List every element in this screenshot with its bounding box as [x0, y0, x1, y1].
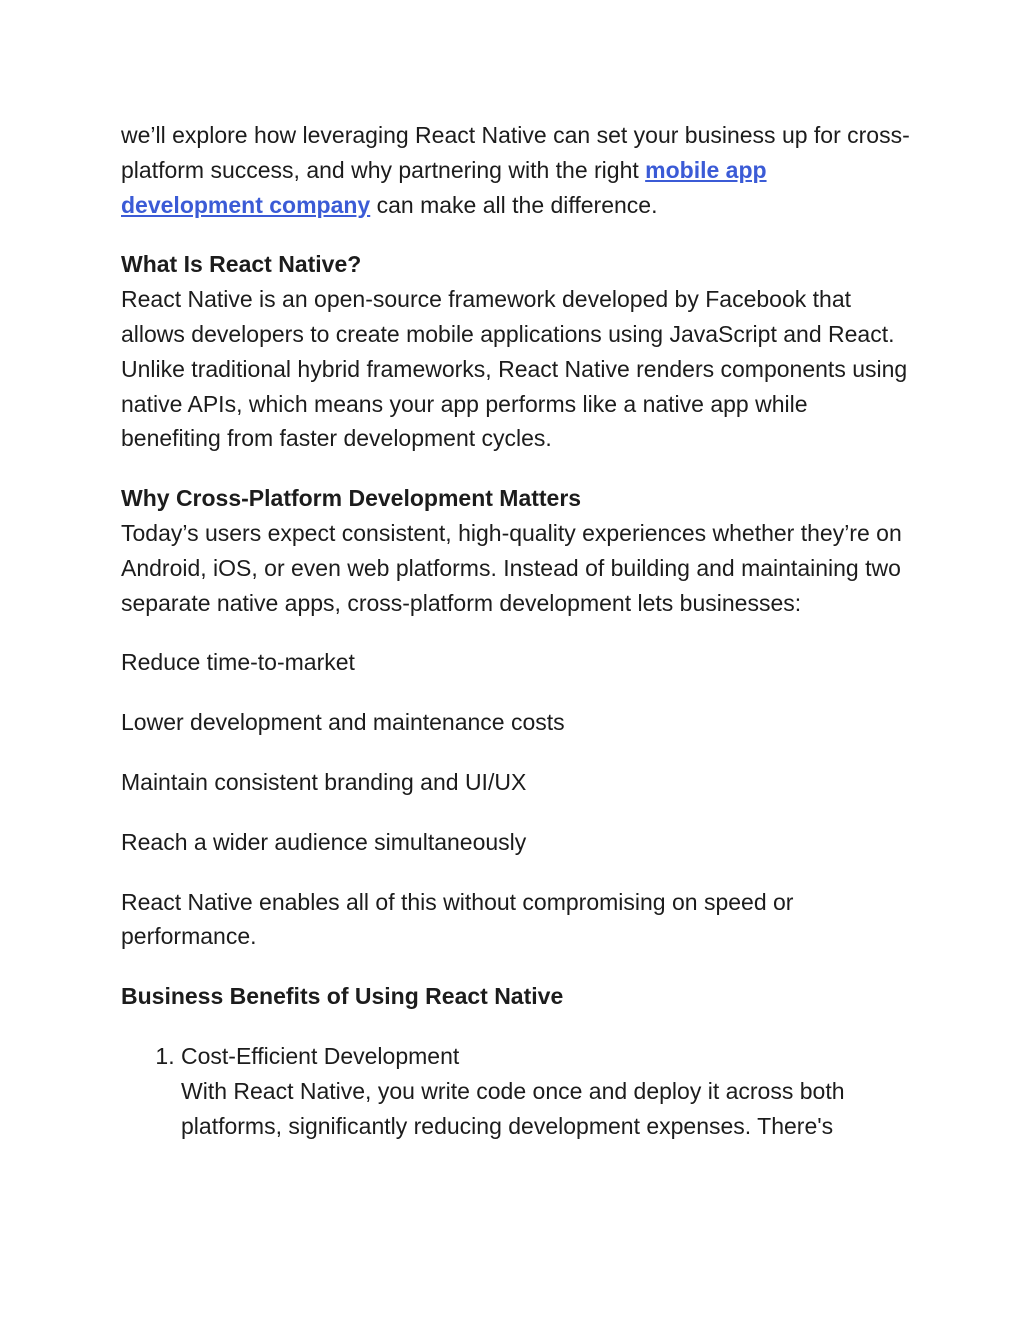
why-cross-section — [121, 481, 911, 620]
mobile-app-development-company-link[interactable]: mobile app development company — [121, 156, 767, 218]
what-is-heading: What Is React Native? — [121, 251, 362, 278]
document-page — [121, 118, 911, 1143]
benefit-title: 1. Cost-Efficient Development — [181, 1042, 460, 1069]
point-item: Lower development and maintenance costs — [121, 709, 565, 736]
benefit-body: With React Native, you write code once and deploy it across both platforms, significantly reducing development expenses. There's — [181, 1077, 845, 1139]
benefits-heading: Business Benefits of Using React Native — [121, 983, 564, 1010]
intro-text-before: we’ll explore how leveraging React Native can set your business up for cross-platform success, and why partnering with the right — [121, 122, 910, 183]
point-item: Reduce time-to-market — [121, 649, 355, 676]
point-item: Reach a wider audience simultaneously — [121, 828, 527, 855]
point-item: Maintain consistent branding and UI/UX — [121, 768, 527, 795]
intro-paragraph — [121, 118, 911, 222]
benefits-list — [121, 1039, 911, 1143]
why-cross-heading: Why Cross-Platform Development Matters — [121, 485, 582, 512]
intro-text-after: can make all the difference. — [370, 191, 658, 218]
what-is-section — [121, 247, 911, 456]
why-cross-body: Today’s users expect consistent, high-quality experiences whether they’re on Android, iOS, or even web platforms. Instead of building and maintaining two separate native apps, cross-platform development lets businesses: — [121, 519, 902, 616]
what-is-body: React Native is an open-source framework developed by Facebook that allows developers to create mobile applications using JavaScript and React. Unlike traditional hybrid frameworks, React Native renders components using native APIs, which means your app performs like a native app while benefiting from faster development cycles. — [121, 286, 908, 452]
benefit-item — [181, 1039, 911, 1143]
closing-paragraph: React Native enables all of this without compromising on speed or performance. — [121, 888, 794, 950]
